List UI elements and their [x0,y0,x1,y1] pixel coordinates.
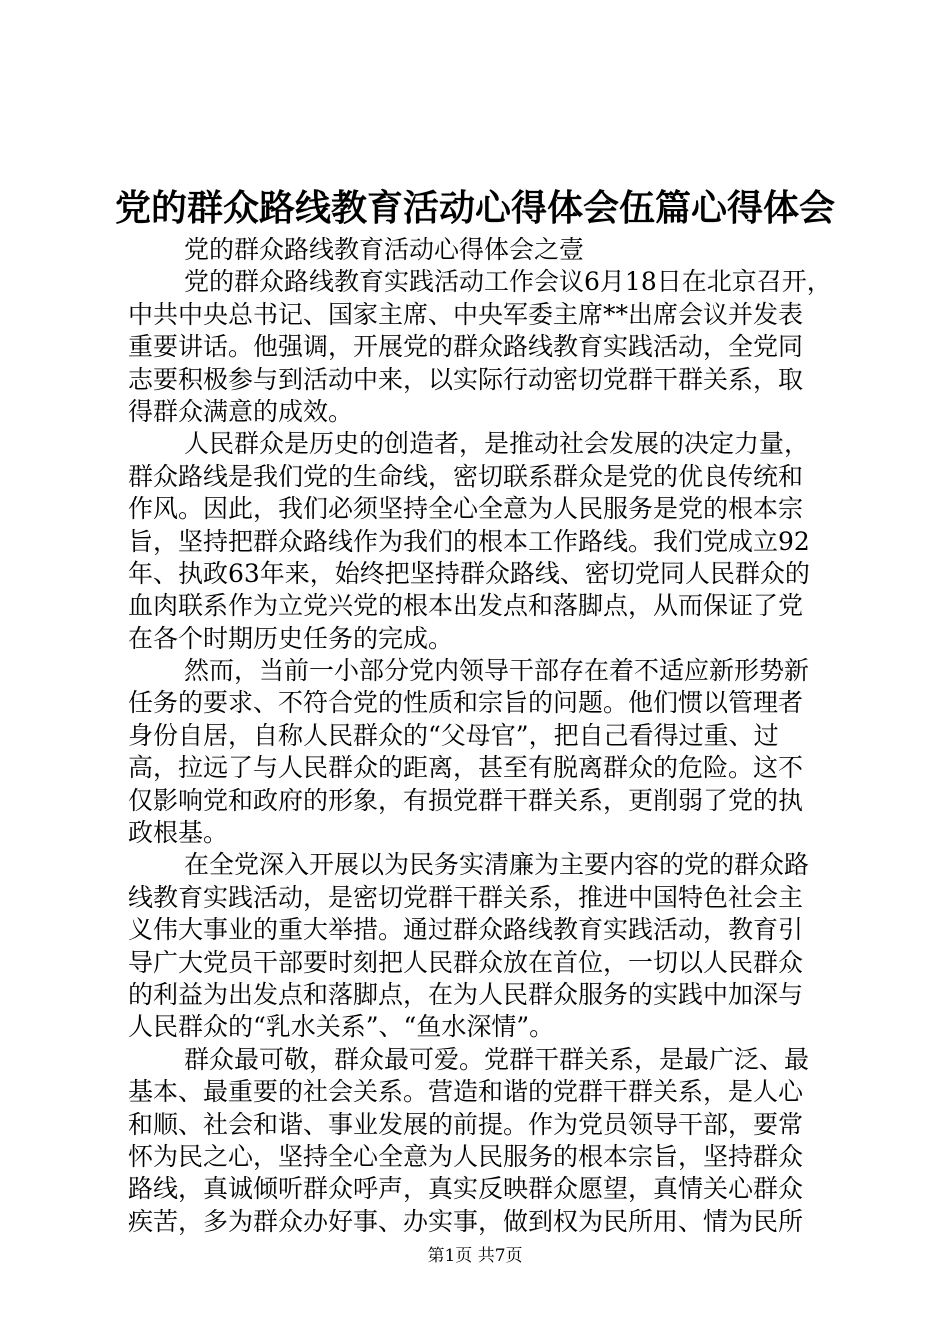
paragraph-line: 在各个时期历史任务的完成。 [128,623,454,653]
paragraph-first-line: 党的群众路线教育实践活动工作会议6月18日在北京召开， [184,267,832,297]
paragraph-line: 线教育实践活动，是密切党群干群关系，推进中国特色社会主 [128,882,804,912]
paragraph-first-line: 党的群众路线教育活动心得体会之壹 [184,235,585,264]
paragraph-first-line: 人民群众是历史的创造者，是推动社会发展的决定力量， [184,429,810,459]
page-footer: 第1页 共7页 [427,1246,523,1266]
paragraph-line: 的利益为出发点和落脚点，在为人民群众服务的实践中加深与 [128,979,804,1009]
paragraph-line: 基本、最重要的社会关系。营造和谐的党群干群关系，是人心 [128,1077,804,1107]
paragraph-line: 怀为民之心，坚持全心全意为人民服务的根本宗旨，坚持群众 [128,1141,804,1171]
paragraph-line: 任务的要求、不符合党的性质和宗旨的问题。他们惯以管理者 [128,688,804,718]
paragraph-line: 中共中央总书记、国家主席、中央军委主席**出席会议并发表 [128,299,804,329]
paragraph-line: 导广大党员干部要时刻把人民群众放在首位，一切以人民群众 [128,947,804,977]
paragraph-line: 身份自居，自称人民群众的“父母官”，把自己看得过重、过 [128,720,779,750]
paragraph-line: 疾苦，多为群众办好事、办实事，做到权为民所用、情为民所 [128,1206,804,1236]
paragraph-line: 旨，坚持把群众路线作为我们的根本工作路线。我们党成立92 [128,526,810,556]
paragraph-line: 高，拉远了与人民群众的距离，甚至有脱离群众的危险。这不 [128,753,804,783]
paragraph-first-line: 在全党深入开展以为民务实清廉为主要内容的党的群众路 [184,850,810,880]
document-title: 党的群众路线教育活动心得体会伍篇心得体会 [114,187,835,229]
paragraph-line: 路线，真诚倾听群众呼声，真实反映群众愿望，真情关心群众 [128,1174,804,1204]
paragraph-line: 政根基。 [128,818,229,848]
paragraph-line: 人民群众的“乳水关系”、“鱼水深情”。 [128,1012,555,1042]
document-body [128,234,832,1238]
paragraph-first-line: 然而，当前一小部分党内领导干部存在着不适应新形势新 [184,656,810,686]
paragraph-line: 仅影响党和政府的形象，有损党群干群关系，更削弱了党的执 [128,785,804,815]
paragraph-line: 义伟大事业的重大举措。通过群众路线教育实践活动，教育引 [128,915,804,945]
paragraph-line: 年、执政63年来，始终把坚持群众路线、密切党同人民群众的 [128,558,810,588]
paragraph-line: 群众路线是我们党的生命线，密切联系群众是党的优良传统和 [128,461,804,491]
paragraph-line: 血肉联系作为立党兴党的根本出发点和落脚点，从而保证了党 [128,591,804,621]
paragraph-line: 和顺、社会和谐、事业发展的前提。作为党员领导干部，要常 [128,1109,804,1139]
paragraph-line: 得群众满意的成效。 [128,396,354,426]
paragraph-line: 重要讲话。他强调，开展党的群众路线教育实践活动，全党同 [128,332,804,362]
paragraph-first-line: 群众最可敬，群众最可爱。党群干群关系，是最广泛、最 [184,1044,810,1074]
paragraph-line: 志要积极参与到活动中来，以实际行动密切党群干群关系，取 [128,364,804,394]
paragraph-line: 作风。因此，我们必须坚持全心全意为人民服务是党的根本宗 [128,494,804,524]
